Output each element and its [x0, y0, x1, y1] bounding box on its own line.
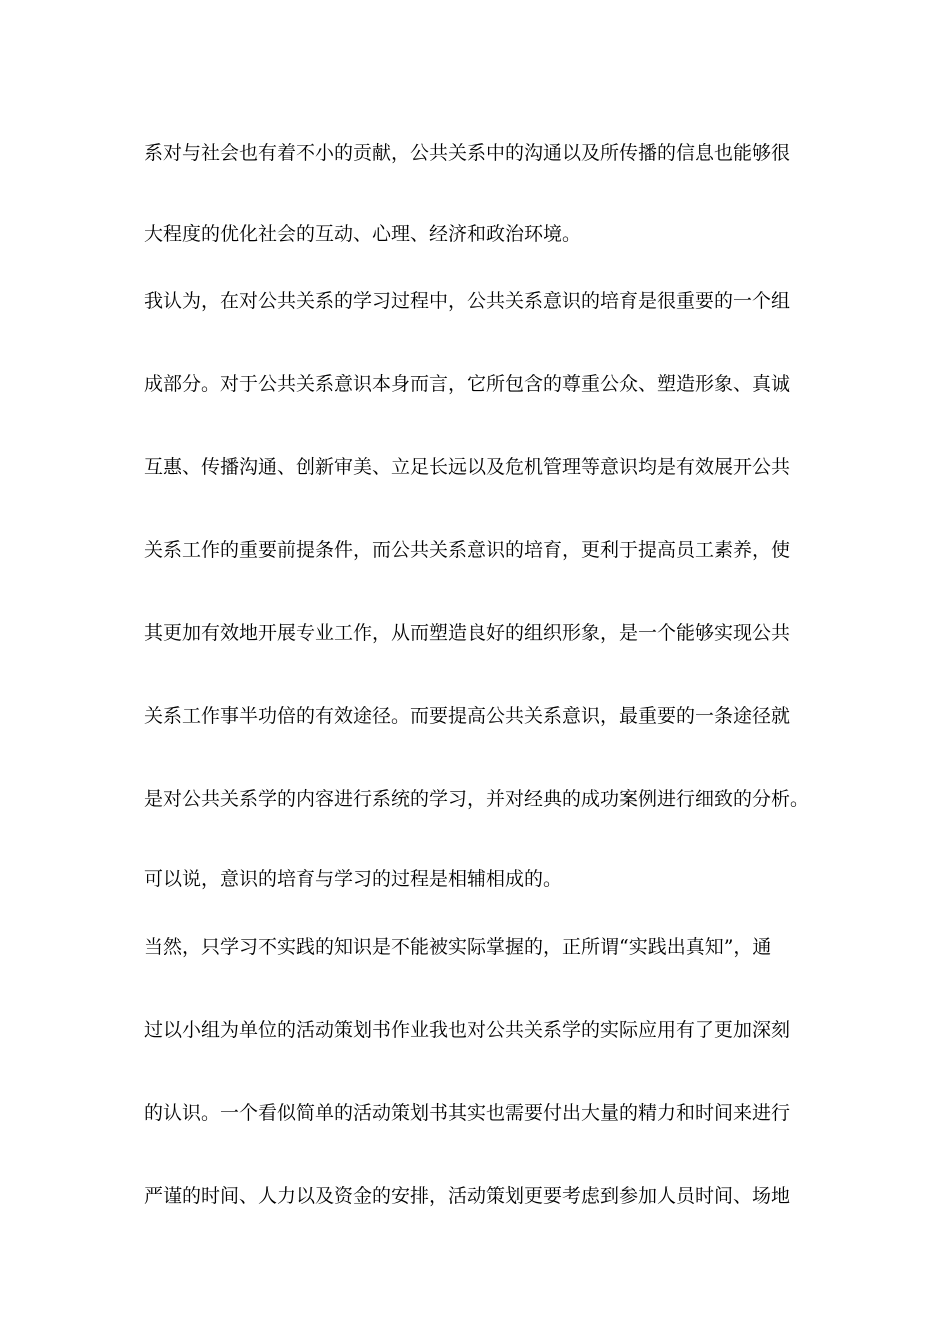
text-line: 互惠、传播沟通、创新审美、立足长远以及危机管理等意识均是有效展开公共 [144, 456, 791, 478]
text-line: 关系工作事半功倍的有效途径。而要提高公共关系意识，最重要的一条途径就 [144, 705, 791, 727]
text-line: 系对与社会也有着不小的贡献，公共关系中的沟通以及所传播的信息也能够很 [144, 142, 791, 164]
text-line: 过以小组为单位的活动策划书作业我也对公共关系学的实际应用有了更加深刻 [144, 1019, 791, 1041]
text-line: 可以说，意识的培育与学习的过程是相辅相成的。 [144, 868, 563, 890]
text-line: 大程度的优化社会的互动、心理、经济和政治环境。 [144, 223, 582, 245]
text-line: 成部分。对于公共关系意识本身而言，它所包含的尊重公众、塑造形象、真诚 [144, 373, 791, 395]
text-line: 是对公共关系学的内容进行系统的学习，并对经典的成功案例进行细致的分析。 [144, 788, 810, 810]
text-line: 严谨的时间、人力以及资金的安排，活动策划更要考虑到参加人员时间、场地 [144, 1185, 791, 1207]
text-line: 的认识。一个看似简单的活动策划书其实也需要付出大量的精力和时间来进行 [144, 1102, 791, 1124]
text-line: 其更加有效地开展专业工作，从而塑造良好的组织形象，是一个能够实现公共 [144, 622, 791, 644]
text-line: 关系工作的重要前提条件，而公共关系意识的培育，更利于提高员工素养，使 [144, 539, 791, 561]
text-line: 当然，只学习不实践的知识是不能被实际掌握的，正所谓“实践出真知”，通 [144, 936, 772, 958]
text-line: 我认为，在对公共关系的学习过程中，公共关系意识的培育是很重要的一个组 [144, 290, 791, 312]
